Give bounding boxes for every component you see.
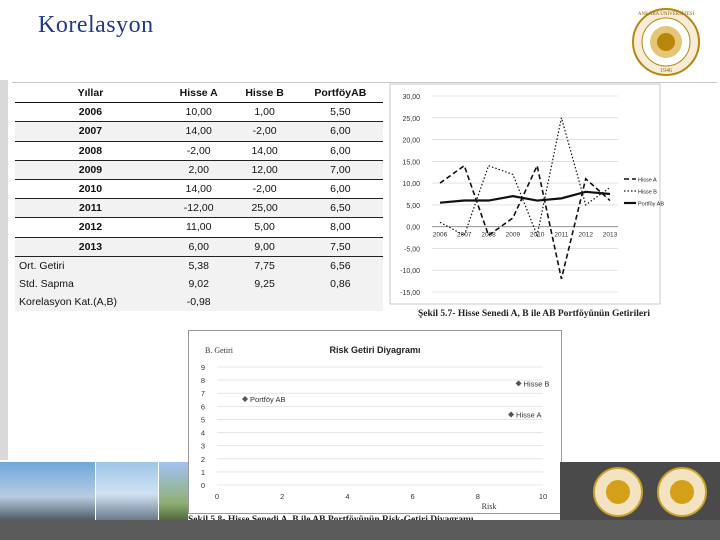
y-axis-label: B. Getiri [205,346,233,355]
summary-label: Std. Sapma [19,277,74,290]
page-title: Korelasyon [38,12,154,38]
table-row [15,179,383,198]
university-logo [624,6,708,78]
svg-text:1946: 1946 [660,68,672,74]
x-tick-label: 8 [475,492,480,501]
value-cell: 6,00 [166,237,232,256]
table-row [15,237,383,256]
university-seal [656,464,708,520]
x-tick-label: 0 [214,492,220,501]
table-row [15,160,383,179]
value-cell: 14,00 [166,179,232,198]
value-cell: 7,00 [298,160,383,179]
summary-value [298,293,383,311]
y-tick-label: -15,00 [400,290,420,297]
point-label: Portföy AB [250,394,286,404]
value-cell: 5,50 [298,103,383,122]
y-tick-label: 1 [200,467,206,477]
x-tick-label: 2 [280,492,285,501]
legend-label: Hisse B [638,189,657,196]
point-label: Hisse B [523,379,550,389]
y-tick-label: 20,00 [402,137,420,145]
header-rule [12,82,717,83]
x-tick-label: 2008 [481,231,496,239]
returns-line-chart [390,84,664,304]
value-cell: -2,00 [232,122,298,141]
value-cell: 7,50 [298,237,383,256]
value-cell: -2,00 [166,141,232,160]
table-row [15,122,383,141]
value-cell: 6,00 [298,122,383,141]
value-cell: 11,00 [166,218,232,237]
table-row [15,218,383,237]
y-tick-label: 7 [200,389,206,399]
value-cell: 2,00 [166,160,232,179]
year-cell: 2011 [15,199,166,218]
summary-label: Korelasyon Kat.(A,B) [19,296,118,309]
x-tick-label: 2011 [554,231,569,239]
city-photo-2 [96,462,158,520]
value-cell: -12,00 [166,199,232,218]
y-tick-label: 10,00 [402,181,420,189]
summary-row [15,256,383,275]
y-tick-label: 9 [200,363,206,372]
y-tick-label: -5,00 [404,246,420,254]
y-tick-label: 0 [200,481,206,490]
returns-table [15,84,383,311]
summary-value: 0,86 [330,277,351,290]
table-row [15,141,383,160]
left-accent-bar [0,80,8,460]
value-cell: 5,00 [232,218,298,237]
city-photo-1 [0,462,95,520]
summary-value [232,293,298,311]
value-cell: 12,00 [232,160,298,179]
summary-label: Ort. Getiri [19,259,65,272]
summary-row [15,293,383,311]
year-cell: 2009 [15,160,166,179]
y-tick-label: -10,00 [400,268,420,276]
summary-value: 9,25 [254,277,275,290]
year-cell: 2008 [15,141,166,160]
value-cell: -2,00 [232,179,298,198]
x-tick-label: 2012 [578,231,593,239]
summary-value: 6,56 [330,259,351,272]
value-cell: 14,00 [232,141,298,160]
y-tick-label: 5,00 [406,202,420,210]
footer-band [0,520,720,540]
value-cell: 6,00 [298,141,383,160]
y-tick-label: 4 [200,428,206,438]
value-cell: 1,00 [232,103,298,122]
scatter-point [508,411,514,417]
y-tick-label: 2 [200,454,206,464]
chart-frame [390,84,660,304]
scatter-point [516,380,522,386]
value-cell: 14,00 [166,122,232,141]
value-cell: 6,00 [298,179,383,198]
y-tick-label: 30,00 [402,94,420,101]
x-tick-label: 4 [345,492,350,501]
y-tick-label: 15,00 [402,159,420,167]
year-cell: 2007 [15,122,166,141]
summary-value: 9,02 [188,277,209,290]
y-tick-label: 25,00 [402,115,420,123]
value-cell: 25,00 [232,199,298,218]
x-tick-label: 2007 [457,231,472,239]
col-header: Yıllar [15,84,166,103]
faculty-seal [592,464,644,520]
y-tick-label: 6 [200,402,206,412]
summary-value: 5,38 [188,259,209,272]
year-cell: 2010 [15,179,166,198]
year-cell: 2006 [15,103,166,122]
summary-value: 7,75 [254,259,275,272]
col-header: Hisse B [232,84,298,103]
city-photo-3 [159,462,188,520]
value-cell: 6,50 [298,199,383,218]
value-cell: 9,00 [232,237,298,256]
year-cell: 2012 [15,218,166,237]
scatter-point [242,396,248,402]
x-tick-label: 2010 [529,231,545,239]
legend-label: Hisse A [638,177,657,184]
figure-caption-5-7: Şekil 5.7- Hisse Senedi A, B ile AB Portföyünün Getirileri [418,309,650,319]
x-tick-label: 2006 [432,231,448,239]
y-tick-label: 5 [200,415,206,425]
x-axis-label: Risk [481,502,497,511]
col-header: Hisse A [166,84,232,103]
table-row [15,199,383,218]
y-tick-label: 3 [200,441,206,451]
risk-return-scatter-chart [188,330,562,514]
x-tick-label: 10 [538,492,548,501]
summary-row [15,275,383,293]
svg-text:ANKARA ÜNİVERSİTESİ: ANKARA ÜNİVERSİTESİ [637,12,695,17]
x-tick-label: 2013 [602,231,618,239]
chart-title: Risk Getiri Diyagramı [329,345,421,355]
legend-label: Portföy AB [638,201,664,208]
x-tick-label: 6 [410,492,415,501]
summary-value: -0,98 [186,296,211,309]
x-tick-label: 2009 [505,231,521,239]
y-tick-label: 0,00 [406,224,420,232]
value-cell: 8,00 [298,218,383,237]
value-cell: 10,00 [166,103,232,122]
point-label: Hisse A [516,410,542,420]
y-tick-label: 8 [200,376,206,386]
table-row [15,103,383,122]
year-cell: 2013 [15,237,166,256]
col-header: PortföyAB [298,84,383,103]
